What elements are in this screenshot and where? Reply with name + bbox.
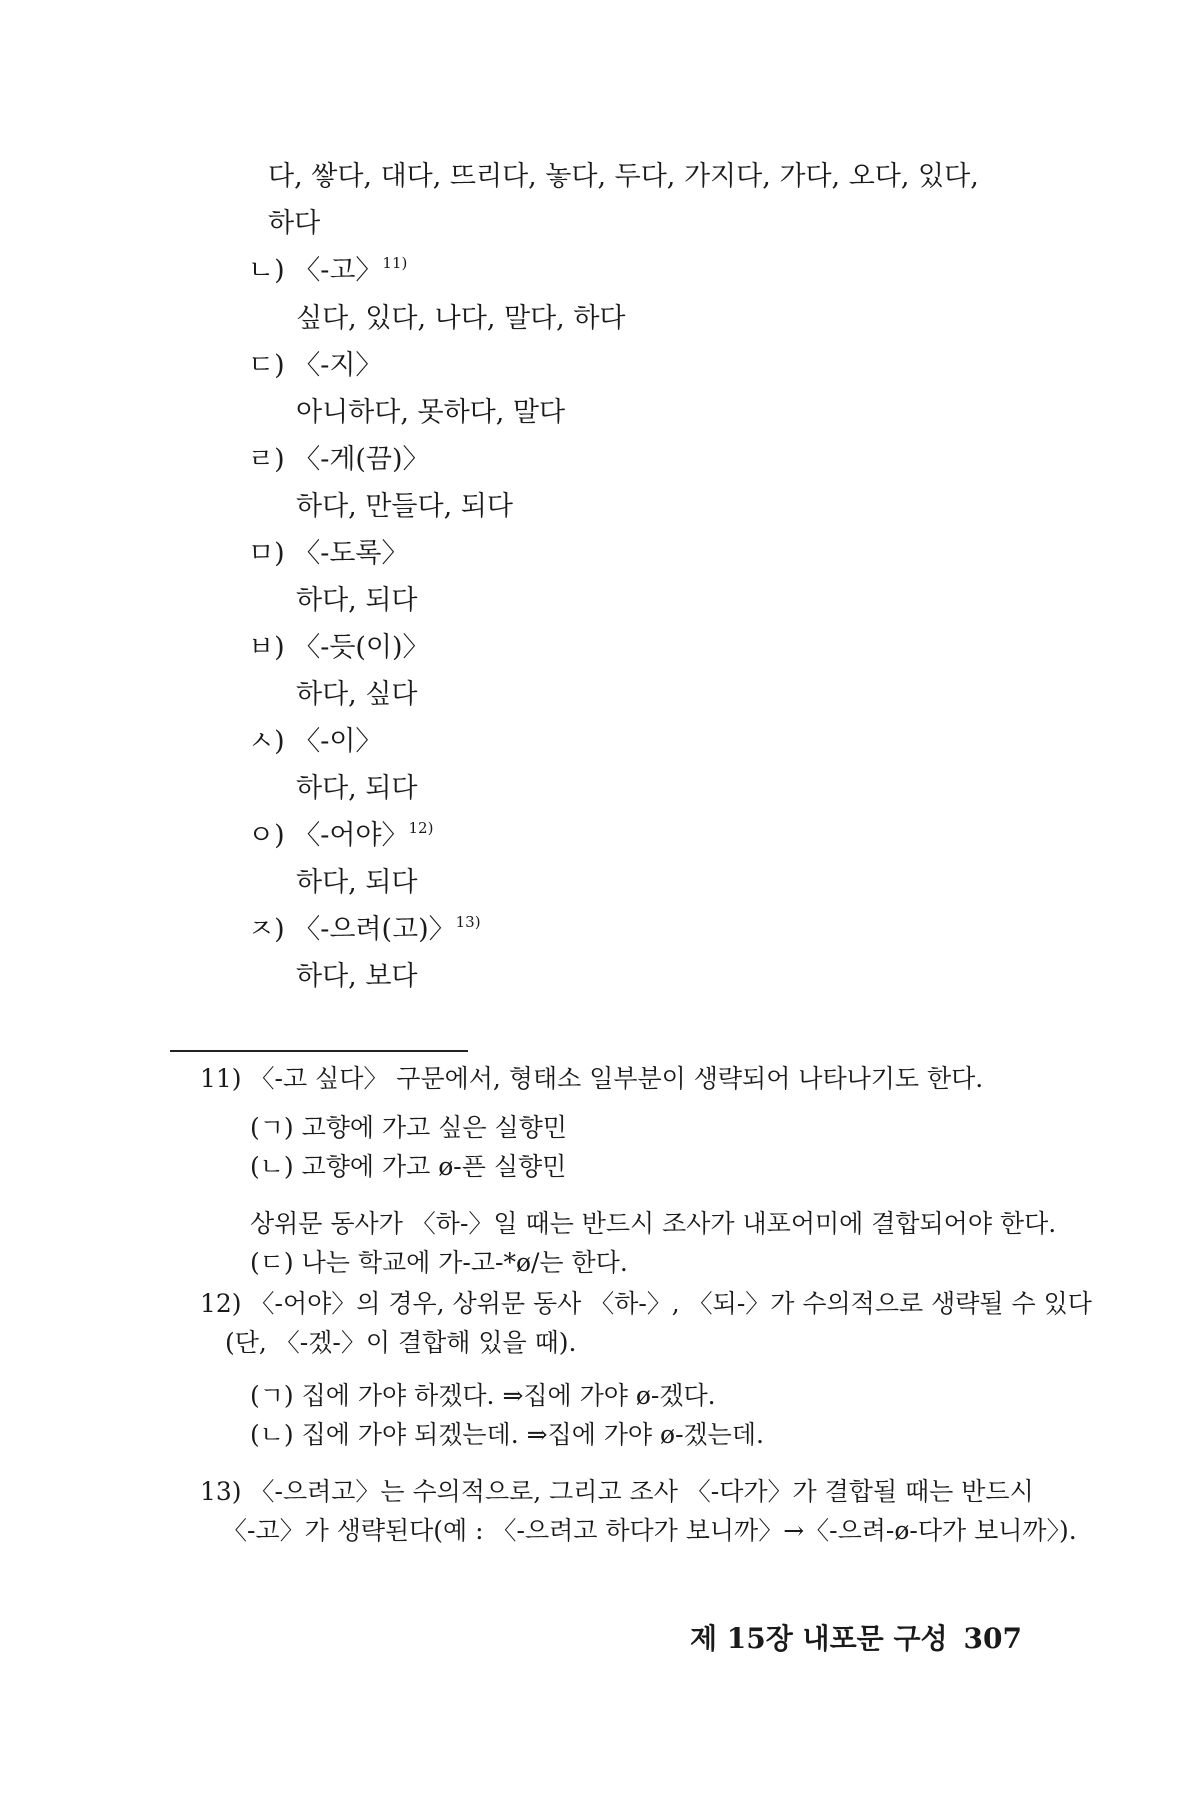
footnote-divider <box>170 1050 468 1052</box>
item-verbs-rieul: 하다, 만들다, 되다 <box>296 491 513 522</box>
footnote-12: 12) 〈-어야〉의 경우, 상위문 동사 〈하-〉, 〈되-〉가 수의적으로 생략될 수 있다 <box>200 1289 1092 1318</box>
item-heading-siot: ㅅ) 〈-이〉 <box>248 726 383 757</box>
item-verbs-siot: 하다, 되다 <box>296 773 418 804</box>
footnote-11-example-a: (ㄱ) 고향에 가고 싶은 실향민 <box>250 1113 567 1142</box>
footnote-13-cont: 〈-고〉가 생략된다(예 : 〈-으려고 하다가 보니까〉→〈-으려-ø-다가 보니까〉). <box>222 1516 1077 1545</box>
verb-list-continuation-end: 하다 <box>268 208 321 239</box>
page-number: 307 <box>963 1622 1022 1655</box>
chapter-title: 제 15장 내포문 구성 <box>690 1622 948 1655</box>
footnote-11: 11) 〈-고 싶다〉 구문에서, 형태소 일부분이 생략되어 나타나기도 한다. <box>200 1064 984 1093</box>
page-footer <box>690 1622 1022 1656</box>
item-verbs-jieut: 하다, 보다 <box>296 961 418 992</box>
footnote-11-example-b: (ㄴ) 고향에 가고 ø-픈 실향민 <box>250 1152 567 1181</box>
footnote-ref: 12) <box>408 819 434 837</box>
footnote-ref: 11) <box>382 254 408 272</box>
item-heading-ieung <box>248 819 433 853</box>
item-heading-bieup: ㅂ) 〈-듯(이)〉 <box>248 632 430 663</box>
footnote-ref: 13) <box>455 913 481 931</box>
item-heading-text: ㄴ) 〈-고〉 <box>248 255 383 286</box>
item-verbs-bieup: 하다, 싶다 <box>296 679 418 710</box>
item-heading-mieum: ㅁ) 〈-도록〉 <box>248 538 409 569</box>
item-verbs-mieum: 하다, 되다 <box>296 585 418 616</box>
verb-list-continuation: 다, 쌓다, 대다, 뜨리다, 놓다, 두다, 가지다, 가다, 오다, 있다, <box>268 161 979 192</box>
item-heading-digeut: ㄷ) 〈-지〉 <box>248 350 383 381</box>
item-heading-text: ㅇ) 〈-어야〉 <box>248 820 409 851</box>
item-heading-text: ㅈ) 〈-으려(고)〉 <box>248 914 456 945</box>
footnote-11-example-c: (ㄷ) 나는 학교에 가-고-*ø/는 한다. <box>250 1248 628 1277</box>
footnote-11-note: 상위문 동사가 〈하-〉일 때는 반드시 조사가 내포어미에 결합되어야 한다. <box>250 1209 1057 1238</box>
item-verbs-digeut: 아니하다, 못하다, 말다 <box>296 397 566 428</box>
item-verbs-nieun: 싶다, 있다, 나다, 말다, 하다 <box>296 303 626 334</box>
footnote-12-example-b: (ㄴ) 집에 가야 되겠는데. ⇒집에 가야 ø-겠는데. <box>250 1420 764 1449</box>
footnote-12-example-a: (ㄱ) 집에 가야 하겠다. ⇒집에 가야 ø-겠다. <box>250 1381 716 1410</box>
footnote-12-cont: (단, 〈-겠-〉이 결합해 있을 때). <box>225 1328 577 1357</box>
item-heading-nieun <box>248 254 407 288</box>
item-heading-rieul: ㄹ) 〈-게(끔)〉 <box>248 444 430 475</box>
item-heading-jieut <box>248 913 481 947</box>
item-verbs-ieung: 하다, 되다 <box>296 867 418 898</box>
footnote-13: 13) 〈-으려고〉는 수의적으로, 그리고 조사 〈-다가〉가 결합될 때는 반드시 <box>200 1477 1034 1506</box>
